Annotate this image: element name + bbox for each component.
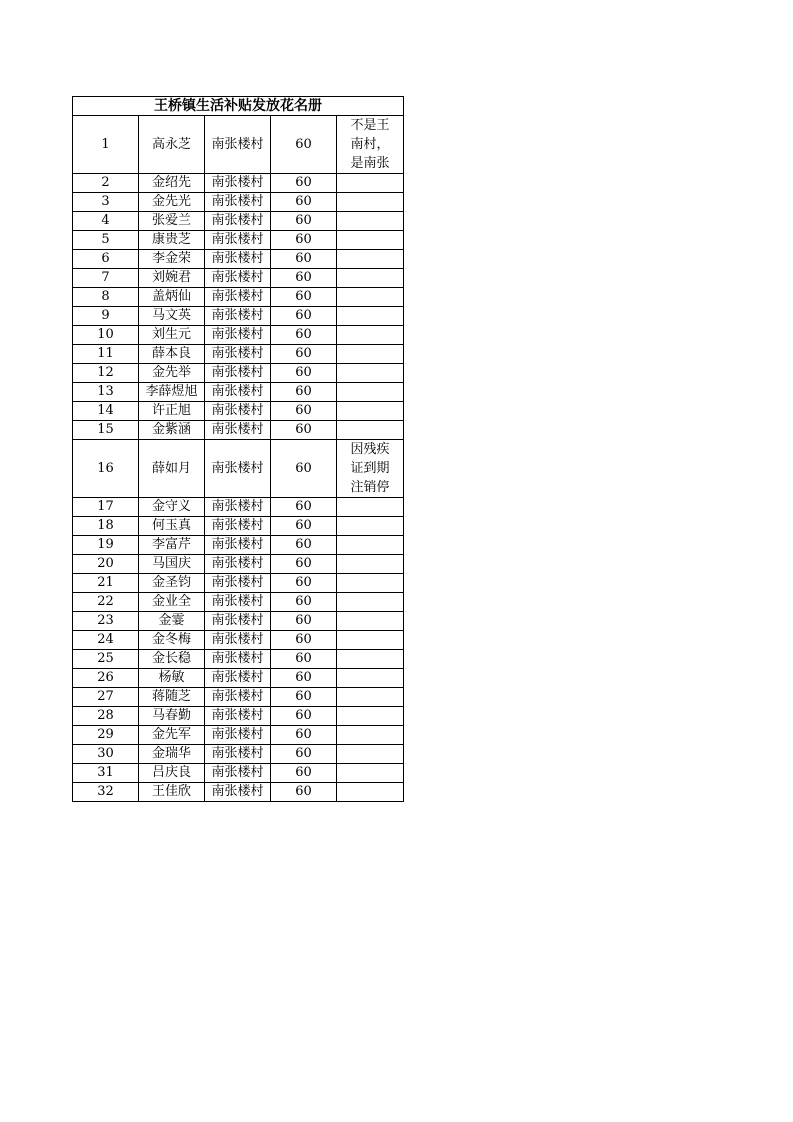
note-cell <box>337 745 404 764</box>
amount-cell: 60 <box>271 383 337 402</box>
amount-cell: 60 <box>271 345 337 364</box>
name-cell: 金紫涵 <box>139 421 205 440</box>
table-row <box>73 326 404 345</box>
amount-cell: 60 <box>271 174 337 193</box>
table-row <box>73 631 404 650</box>
note-cell <box>337 421 404 440</box>
village-cell: 南张楼村 <box>205 269 271 288</box>
title-row <box>73 97 404 116</box>
note-cell <box>337 707 404 726</box>
note-cell <box>337 345 404 364</box>
note-cell <box>337 574 404 593</box>
name-cell: 金长稳 <box>139 650 205 669</box>
row-number-cell: 20 <box>73 555 139 574</box>
note-cell <box>337 116 404 174</box>
note-cell <box>337 231 404 250</box>
note-cell <box>337 364 404 383</box>
village-cell: 南张楼村 <box>205 650 271 669</box>
name-cell: 金守义 <box>139 498 205 517</box>
amount-cell: 60 <box>271 631 337 650</box>
amount-cell: 60 <box>271 402 337 421</box>
note-cell <box>337 669 404 688</box>
name-cell: 金圣钧 <box>139 574 205 593</box>
note-cell <box>337 593 404 612</box>
table-row <box>73 288 404 307</box>
table-row <box>73 612 404 631</box>
table-title: 王桥镇生活补贴发放花名册 <box>73 97 404 116</box>
amount-cell: 60 <box>271 745 337 764</box>
amount-cell: 60 <box>271 688 337 707</box>
row-number-cell: 14 <box>73 402 139 421</box>
row-number-cell: 15 <box>73 421 139 440</box>
table-row <box>73 669 404 688</box>
row-number-cell: 12 <box>73 364 139 383</box>
note-line: 证到期 <box>350 461 390 476</box>
row-number-cell: 4 <box>73 212 139 231</box>
row-number-cell: 8 <box>73 288 139 307</box>
name-cell: 金霎 <box>139 612 205 631</box>
note-line: 南村， <box>350 137 390 152</box>
table-row <box>73 440 404 498</box>
table-row <box>73 536 404 555</box>
table-row <box>73 650 404 669</box>
table-row <box>73 555 404 574</box>
table-row <box>73 364 404 383</box>
note-cell <box>337 193 404 212</box>
table-row <box>73 688 404 707</box>
village-cell: 南张楼村 <box>205 345 271 364</box>
name-cell: 马春勤 <box>139 707 205 726</box>
table-row <box>73 421 404 440</box>
village-cell: 南张楼村 <box>205 631 271 650</box>
village-cell: 南张楼村 <box>205 726 271 745</box>
name-cell: 盖炳仙 <box>139 288 205 307</box>
village-cell: 南张楼村 <box>205 574 271 593</box>
amount-cell: 60 <box>271 498 337 517</box>
table-row <box>73 250 404 269</box>
note-cell <box>337 326 404 345</box>
name-cell: 金瑞华 <box>139 745 205 764</box>
table-row <box>73 193 404 212</box>
row-number-cell: 25 <box>73 650 139 669</box>
name-cell: 马国庆 <box>139 555 205 574</box>
amount-cell: 60 <box>271 193 337 212</box>
village-cell: 南张楼村 <box>205 707 271 726</box>
village-cell: 南张楼村 <box>205 307 271 326</box>
name-cell: 吕庆良 <box>139 764 205 783</box>
amount-cell: 60 <box>271 212 337 231</box>
name-cell: 许正旭 <box>139 402 205 421</box>
note-cell <box>337 269 404 288</box>
row-number-cell: 32 <box>73 783 139 802</box>
amount-cell: 60 <box>271 288 337 307</box>
row-number-cell: 30 <box>73 745 139 764</box>
village-cell: 南张楼村 <box>205 212 271 231</box>
name-cell: 康贵芝 <box>139 231 205 250</box>
name-cell: 杨敏 <box>139 669 205 688</box>
village-cell: 南张楼村 <box>205 383 271 402</box>
table-row <box>73 764 404 783</box>
table-row <box>73 707 404 726</box>
village-cell: 南张楼村 <box>205 612 271 631</box>
row-number-cell: 1 <box>73 116 139 174</box>
note-cell <box>337 402 404 421</box>
name-cell: 李富芹 <box>139 536 205 555</box>
village-cell: 南张楼村 <box>205 116 271 174</box>
note-cell <box>337 783 404 802</box>
note-cell <box>337 307 404 326</box>
village-cell: 南张楼村 <box>205 688 271 707</box>
amount-cell: 60 <box>271 269 337 288</box>
village-cell: 南张楼村 <box>205 402 271 421</box>
row-number-cell: 31 <box>73 764 139 783</box>
row-number-cell: 3 <box>73 193 139 212</box>
note-cell <box>337 612 404 631</box>
village-cell: 南张楼村 <box>205 421 271 440</box>
row-number-cell: 18 <box>73 517 139 536</box>
row-number-cell: 28 <box>73 707 139 726</box>
amount-cell: 60 <box>271 612 337 631</box>
name-cell: 李薛煜旭 <box>139 383 205 402</box>
row-number-cell: 24 <box>73 631 139 650</box>
note-cell <box>337 726 404 745</box>
village-cell: 南张楼村 <box>205 193 271 212</box>
row-number-cell: 6 <box>73 250 139 269</box>
table-row <box>73 783 404 802</box>
amount-cell: 60 <box>271 574 337 593</box>
amount-cell: 60 <box>271 307 337 326</box>
row-number-cell: 29 <box>73 726 139 745</box>
row-number-cell: 11 <box>73 345 139 364</box>
table-row <box>73 212 404 231</box>
row-number-cell: 5 <box>73 231 139 250</box>
row-number-cell: 17 <box>73 498 139 517</box>
village-cell: 南张楼村 <box>205 764 271 783</box>
village-cell: 南张楼村 <box>205 326 271 345</box>
village-cell: 南张楼村 <box>205 288 271 307</box>
note-cell <box>337 498 404 517</box>
note-cell <box>337 288 404 307</box>
row-number-cell: 19 <box>73 536 139 555</box>
note-cell <box>337 764 404 783</box>
village-cell: 南张楼村 <box>205 783 271 802</box>
name-cell: 刘生元 <box>139 326 205 345</box>
amount-cell: 60 <box>271 536 337 555</box>
table-row <box>73 307 404 326</box>
amount-cell: 60 <box>271 326 337 345</box>
village-cell: 南张楼村 <box>205 517 271 536</box>
amount-cell: 60 <box>271 364 337 383</box>
amount-cell: 60 <box>271 231 337 250</box>
village-cell: 南张楼村 <box>205 231 271 250</box>
note-line: 注销停 <box>350 480 390 495</box>
table-row <box>73 231 404 250</box>
table-row <box>73 345 404 364</box>
table-row <box>73 517 404 536</box>
row-number-cell: 7 <box>73 269 139 288</box>
amount-cell: 60 <box>271 726 337 745</box>
note-line: 是南张 <box>350 156 390 171</box>
amount-cell: 60 <box>271 421 337 440</box>
amount-cell: 60 <box>271 555 337 574</box>
note-cell <box>337 688 404 707</box>
village-cell: 南张楼村 <box>205 174 271 193</box>
table-row <box>73 574 404 593</box>
amount-cell: 60 <box>271 764 337 783</box>
name-cell: 金先军 <box>139 726 205 745</box>
note-cell <box>337 383 404 402</box>
amount-cell: 60 <box>271 783 337 802</box>
name-cell: 王佳欣 <box>139 783 205 802</box>
roster-sheet <box>72 96 403 802</box>
table-row <box>73 745 404 764</box>
name-cell: 马文英 <box>139 307 205 326</box>
village-cell: 南张楼村 <box>205 364 271 383</box>
note-line: 不是王 <box>350 118 390 133</box>
amount-cell: 60 <box>271 250 337 269</box>
amount-cell: 60 <box>271 517 337 536</box>
table-row <box>73 269 404 288</box>
row-number-cell: 21 <box>73 574 139 593</box>
village-cell: 南张楼村 <box>205 593 271 612</box>
row-number-cell: 27 <box>73 688 139 707</box>
name-cell: 薛如月 <box>139 440 205 498</box>
table-row <box>73 402 404 421</box>
village-cell: 南张楼村 <box>205 555 271 574</box>
table-row <box>73 383 404 402</box>
row-number-cell: 22 <box>73 593 139 612</box>
village-cell: 南张楼村 <box>205 498 271 517</box>
village-cell: 南张楼村 <box>205 536 271 555</box>
name-cell: 金冬梅 <box>139 631 205 650</box>
row-number-cell: 9 <box>73 307 139 326</box>
name-cell: 金先举 <box>139 364 205 383</box>
name-cell: 高永芝 <box>139 116 205 174</box>
name-cell: 金绍先 <box>139 174 205 193</box>
table-row <box>73 726 404 745</box>
note-cell <box>337 631 404 650</box>
amount-cell: 60 <box>271 440 337 498</box>
name-cell: 金业全 <box>139 593 205 612</box>
note-cell <box>337 212 404 231</box>
name-cell: 蒋随芝 <box>139 688 205 707</box>
row-number-cell: 10 <box>73 326 139 345</box>
row-number-cell: 23 <box>73 612 139 631</box>
note-cell <box>337 650 404 669</box>
table-row <box>73 593 404 612</box>
amount-cell: 60 <box>271 650 337 669</box>
village-cell: 南张楼村 <box>205 440 271 498</box>
name-cell: 金先光 <box>139 193 205 212</box>
name-cell: 何玉真 <box>139 517 205 536</box>
table-row <box>73 174 404 193</box>
name-cell: 刘婉君 <box>139 269 205 288</box>
note-cell <box>337 440 404 498</box>
amount-cell: 60 <box>271 707 337 726</box>
note-cell <box>337 517 404 536</box>
roster-body <box>73 97 404 802</box>
village-cell: 南张楼村 <box>205 745 271 764</box>
table-row <box>73 498 404 517</box>
name-cell: 张爱兰 <box>139 212 205 231</box>
roster-table <box>72 96 404 802</box>
note-cell <box>337 174 404 193</box>
name-cell: 李金荣 <box>139 250 205 269</box>
note-cell <box>337 555 404 574</box>
note-line: 因残疾 <box>350 442 390 457</box>
row-number-cell: 16 <box>73 440 139 498</box>
name-cell: 薛本良 <box>139 345 205 364</box>
note-cell <box>337 536 404 555</box>
village-cell: 南张楼村 <box>205 669 271 688</box>
row-number-cell: 2 <box>73 174 139 193</box>
row-number-cell: 26 <box>73 669 139 688</box>
note-cell <box>337 250 404 269</box>
amount-cell: 60 <box>271 593 337 612</box>
amount-cell: 60 <box>271 116 337 174</box>
amount-cell: 60 <box>271 669 337 688</box>
village-cell: 南张楼村 <box>205 250 271 269</box>
row-number-cell: 13 <box>73 383 139 402</box>
table-row <box>73 116 404 174</box>
